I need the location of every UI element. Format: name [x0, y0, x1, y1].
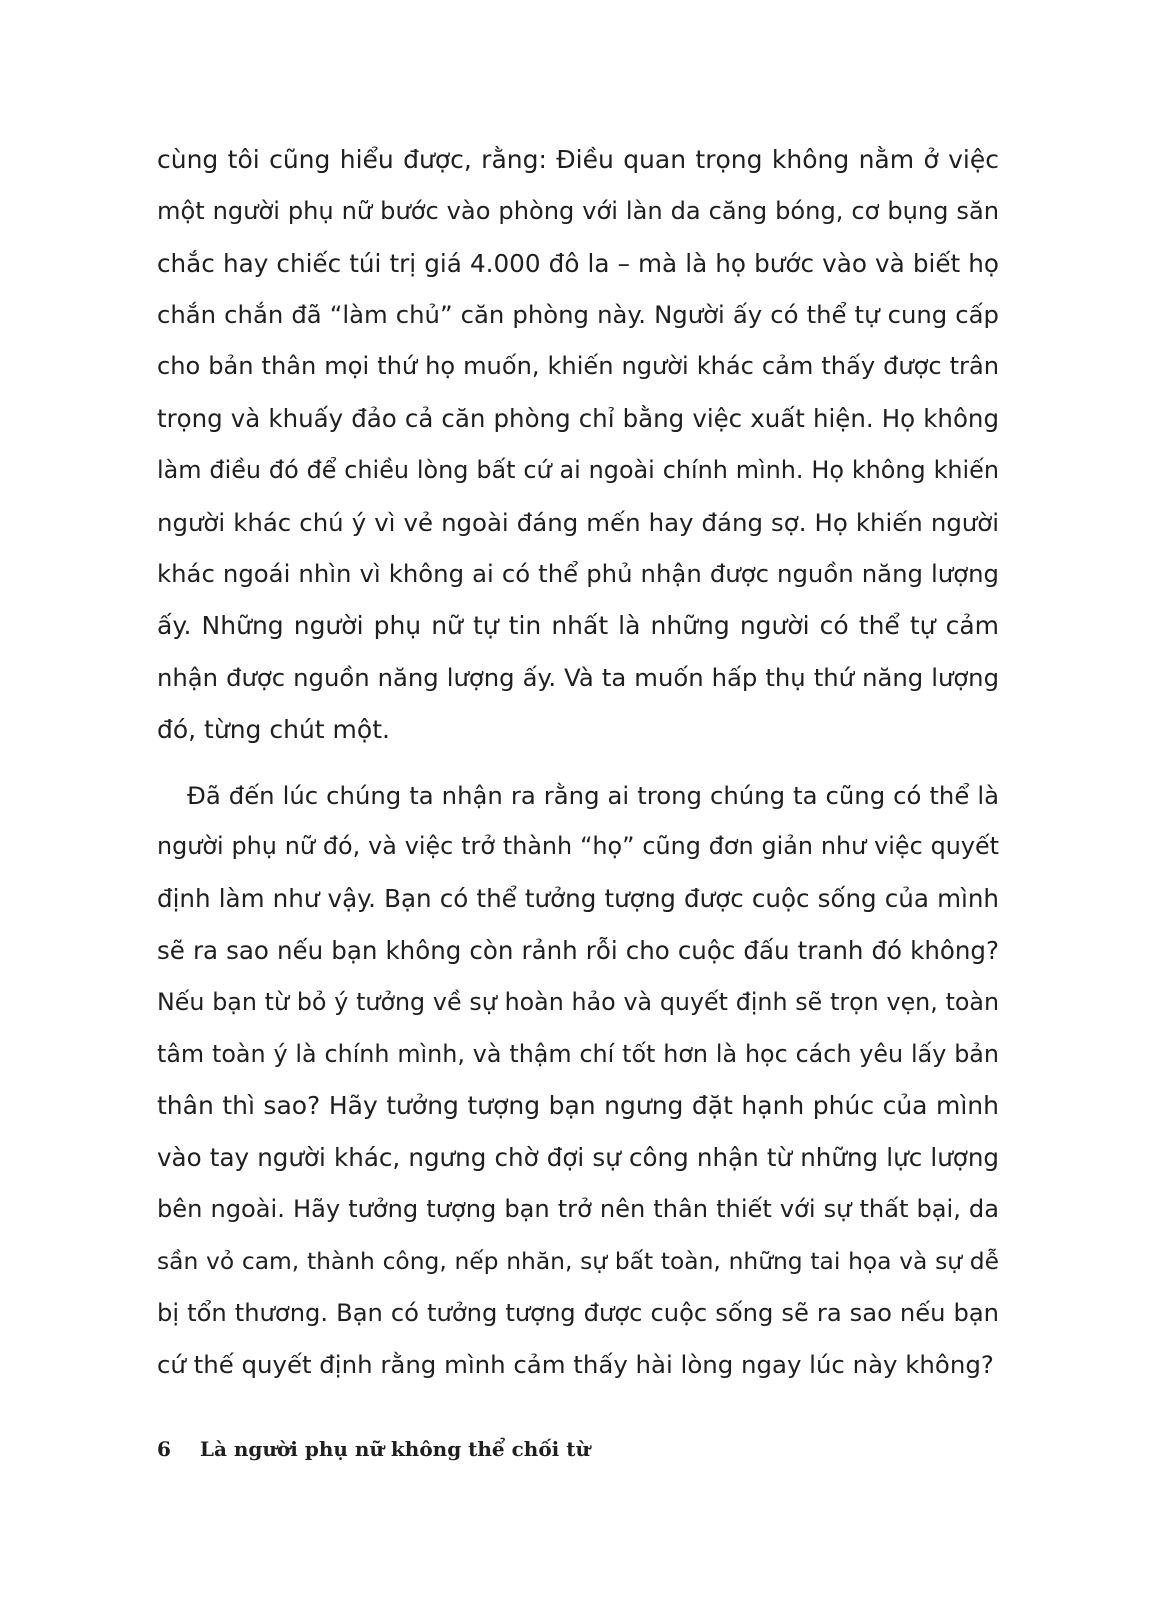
text-line: sần vỏ cam, thành công, nếp nhăn, sự bất toàn, những tai họa và sự dễ — [157, 1246, 999, 1275]
text-line: cho bản thân mọi thứ họ muốn, khiến người khác cảm thấy được trân — [157, 352, 999, 381]
text-line: bên ngoài. Hãy tưởng tượng bạn trở nên thân thiết với sự thất bại, da — [157, 1194, 999, 1223]
page-footer — [157, 1437, 590, 1461]
paragraph-2 — [157, 770, 999, 1392]
text-line: chắn chắn đã “làm chủ” căn phòng này. Người ấy có thể tự cung cấp — [157, 300, 999, 330]
text-line: cùng tôi cũng hiểu được, rằng: Điều quan trọng không nằm ở việc — [157, 145, 999, 174]
page-number: 6 — [157, 1437, 171, 1461]
text-line: sẽ ra sao nếu bạn không còn rảnh rỗi cho cuộc đấu tranh đó không? — [157, 935, 999, 965]
text-line: đó, từng chút một. — [157, 714, 390, 744]
body-text — [157, 134, 999, 1391]
text-line: người phụ nữ đó, và việc trở thành “họ” cũng đơn giản như việc quyết — [157, 832, 999, 861]
text-line: định làm như vậy. Bạn có thể tưởng tượng được cuộc sống của mình — [157, 884, 999, 914]
text-line: vào tay người khác, ngưng chờ đợi sự công nhận từ những lực lượng — [157, 1143, 999, 1173]
text-line: bị tổn thương. Bạn có tưởng tượng được cuộc sống sẽ ra sao nếu bạn — [157, 1298, 999, 1327]
text-line: nhận được nguồn năng lượng ấy. Và ta muốn hấp thụ thứ năng lượng — [157, 662, 999, 692]
text-line: người khác chú ý vì vẻ ngoài đáng mến hay đáng sợ. Họ khiến người — [157, 507, 999, 537]
text-line: ấy. Những người phụ nữ tự tin nhất là những người có thể tự cảm — [157, 611, 999, 641]
text-line: Đã đến lúc chúng ta nhận ra rằng ai trong chúng ta cũng có thể là — [187, 780, 999, 810]
text-line: Nếu bạn từ bỏ ý tưởng về sự hoàn hảo và quyết định sẽ trọn vẹn, toàn — [157, 987, 999, 1016]
paragraph-1 — [157, 134, 999, 756]
text-line: thân thì sao? Hãy tưởng tượng bạn ngưng đặt hạnh phúc của mình — [157, 1091, 999, 1121]
text-line: một người phụ nữ bước vào phòng với làn da căng bóng, cơ bụng săn — [157, 196, 999, 225]
running-title: Là người phụ nữ không thể chối từ — [199, 1437, 591, 1461]
text-line: cứ thế quyết định rằng mình cảm thấy hài lòng ngay lúc này không? — [157, 1350, 994, 1380]
text-line: làm điều đó để chiều lòng bất cứ ai ngoài chính mình. Họ không khiến — [157, 455, 999, 484]
text-line: chắc hay chiếc túi trị giá 4.000 đô la – mà là họ bước vào và biết họ — [157, 248, 999, 278]
text-line: trọng và khuấy đảo cả căn phòng chỉ bằng việc xuất hiện. Họ không — [157, 403, 999, 433]
text-line: khác ngoái nhìn vì không ai có thể phủ nhận được nguồn năng lượng — [157, 559, 999, 589]
text-line: tâm toàn ý là chính mình, và thậm chí tốt hơn là học cách yêu lấy bản — [157, 1039, 999, 1068]
